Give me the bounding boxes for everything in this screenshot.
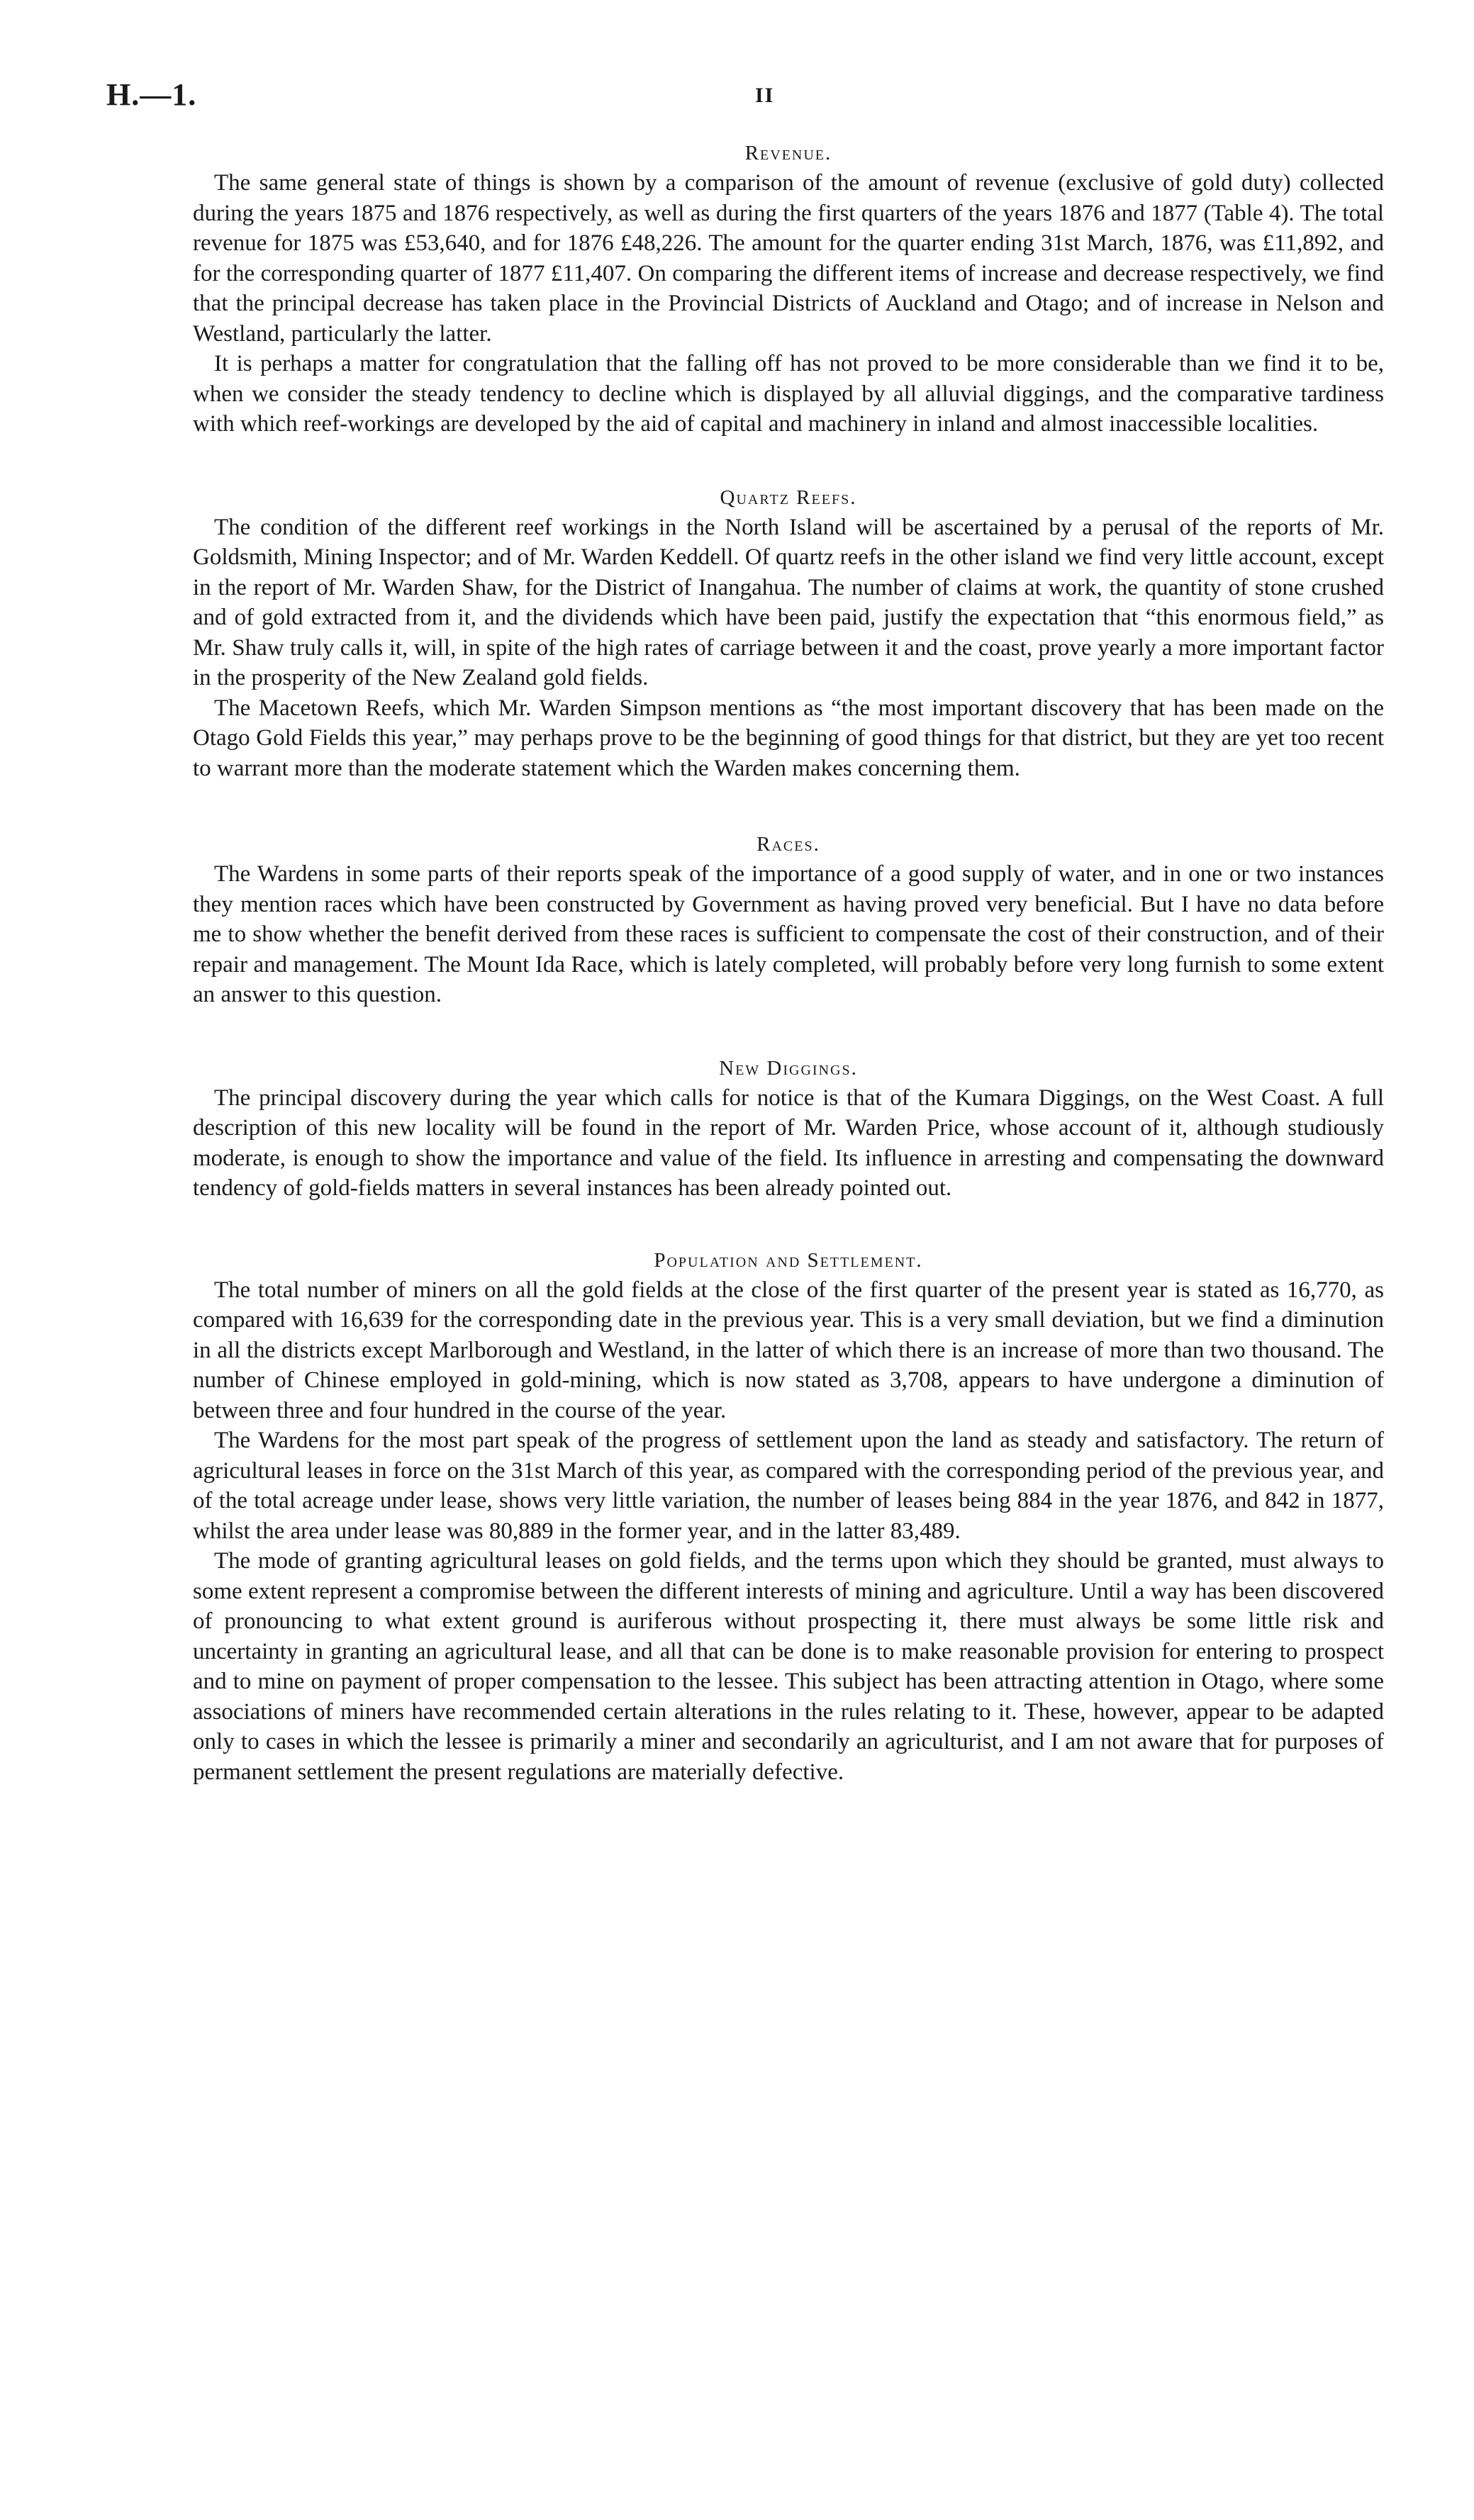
document-body xyxy=(193,142,1384,1787)
document-reference: H.—1. xyxy=(106,77,197,112)
section-heading: Revenue. xyxy=(744,142,832,164)
section-population-settlement xyxy=(193,1249,1384,1788)
paragraph: The Macetown Reefs, which Mr. Warden Simpson mentions as “the most important discovery that has been made on the Otago Gold Fields this year,” may perhaps prove to be the beginning of good things for that district, but they are yet too recent to warrant more than the moderate statement which the Warden makes concerning them. xyxy=(193,695,1384,781)
paragraph: The mode of granting agricultural leases on gold fields, and the terms upon which they should be granted, must always to some extent represent a compromise between the different interests of mining and agriculture. Until a way has been discovered of pronouncing to what extent ground is auriferous without prospecting it, there must always be some little risk and uncertainty in granting an agricultural lease, and all that can be done is to make reasonable provision for entering to prospect and to mine on payment of proper compensation to the lessee. This subject has been attracting attention in Otago, where some associations of miners have recommended certain alterations in the rules relating to it. These, however, appear to be adapted only to cases in which the lessee is primarily a miner and secondarily an agriculturist, and I am not aware that for purposes of permanent settlement the present regulations are materially defective. xyxy=(193,1548,1384,1785)
section-heading: Quartz Reefs. xyxy=(720,486,857,509)
paragraph: It is perhaps a matter for congratulation that the falling off has not proved to be more considerable than we find it to be, when we consider the steady tendency to decline which is displayed by all alluvial diggings, and the comparative tardiness with which reef-workings are developed by the aid of capital and machinery in inland and almost inaccessible localities. xyxy=(193,351,1384,437)
paragraph: The condition of the different reef workings in the North Island will be ascertained by a perusal of the reports of Mr. Goldsmith, Mining Inspector; and of Mr. Warden Keddell. Of quartz reefs in the other island we find very little account, except in the report of Mr. Warden Shaw, for the District of Inangahua. The number of claims at work, the quantity of stone crushed and of gold extracted from it, and the dividends which have been paid, justify the expectation that “this enormous field,” as Mr. Shaw truly calls it, will, in spite of the high rates of carriage between it and the coast, prove yearly a more important factor in the prosperity of the New Zealand gold fields. xyxy=(193,514,1384,690)
page-header xyxy=(106,77,1383,119)
paragraph: The principal discovery during the year which calls for notice is that of the Kumara Diggings, on the West Coast. A full description of this new locality will be found in the report of Mr. Warden Price, whose account of it, although studiously moderate, is enough to show the importance and value of the field. Its influence in arresting and compensating the downward tendency of gold-fields matters in several instances has been already pointed out. xyxy=(193,1085,1384,1201)
section-heading: Races. xyxy=(756,833,820,856)
paragraph: The Wardens in some parts of their reports speak of the importance of a good supply of water, and in one or two instances they mention races which have been constructed by Government as having proved very beneficial. But I have no data before me to show whether the benefit derived from these races is sufficient to compensate the cost of their construction, and of their repair and management. The Mount Ida Race, which is lately completed, will probably before very long furnish to some extent an answer to this question. xyxy=(193,861,1384,1007)
section-quartz-reefs xyxy=(193,486,1384,784)
paragraph: The same general state of things is shown by a comparison of the amount of revenue (exclusive of gold duty) collected during the years 1875 and 1876 respectively, as well as during the first quarters of the years 1876 and 1877 (Table 4). The total revenue for 1875 was £53,640, and for 1876 £48,226. The amount for the quarter ending 31st March, 1876, was £11,892, and for the corresponding quarter of 1877 £11,407. On comparing the different items of increase and decrease respectively, we find that the principal decrease has taken place in the Provincial Districts of Auckland and Otago; and of increase in Nelson and Westland, particularly the latter. xyxy=(193,170,1384,347)
section-races xyxy=(193,833,1384,1010)
section-revenue xyxy=(193,142,1384,439)
page-number: II xyxy=(755,84,775,107)
section-heading: Population and Settlement. xyxy=(654,1248,923,1272)
section-new-diggings xyxy=(193,1057,1384,1204)
paragraph: The total number of miners on all the gold fields at the close of the first quarter of the present year is stated as 16,770, as compared with 16,639 for the corresponding date in the previous year. This is a very small deviation, but we find a diminution in all the districts except Marlborough and Westland, in the latter of which there is an increase of more than two thousand. The number of Chinese employed in gold-mining, which is now stated as 3,708, appears to have undergone a diminution of between three and four hundred in the course of the year. xyxy=(193,1277,1384,1423)
paragraph: The Wardens for the most part speak of the progress of settlement upon the land as steady and satisfactory. The return of agricultural leases in force on the 31st March of this year, as compared with the corresponding period of the previous year, and of the total acreage under lease, shows very little variation, the number of leases being 884 in the year 1876, and 842 in 1877, whilst the area under lease was 80,889 in the former year, and in the latter 83,489. xyxy=(193,1428,1384,1544)
section-heading: New Diggings. xyxy=(719,1056,858,1080)
